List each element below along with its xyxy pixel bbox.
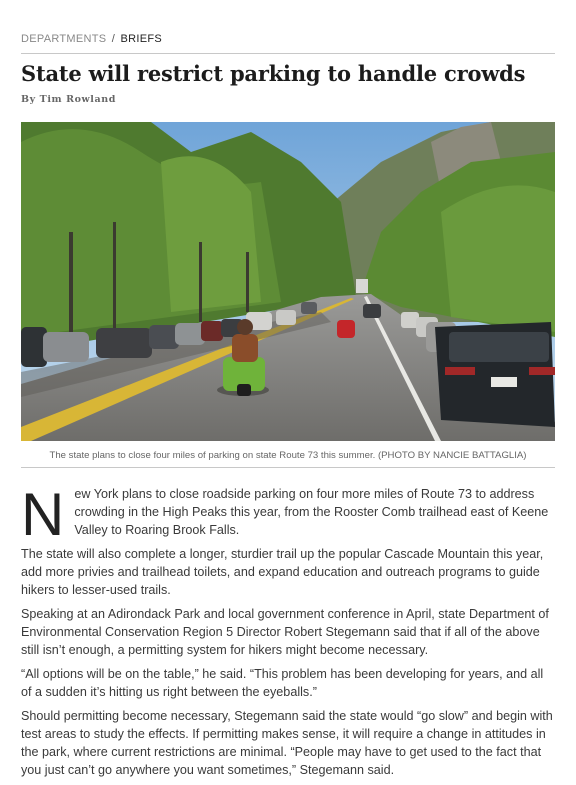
article-photo [21,122,555,441]
breadcrumb-current[interactable]: BRIEFS [120,33,163,45]
breadcrumb-section-link[interactable]: DEPARTMENTS [21,33,107,45]
article-paragraph: The state will also complete a longer, sturdier trail up the popular Cascade Mountain this year, add more privies and trailhead toilets, and expand education and outreach programs to guide hikers to lesser-used trails. [21,547,544,597]
caption-divider [21,467,555,468]
road-photo-illustration [21,122,555,441]
paragraph-text: ew York plans to close roadside parking on four more miles of Route 73 to address crowding in the High Peaks this year, from the Rooster Comb trailhead east of Keene Valley to Roaring Brook Falls. [74,487,549,537]
header-divider [21,53,555,54]
article-paragraph: “All options will be on the table,” he said. “This problem has been developing for years, and all of a sudden it’s hitting us right between the eyeballs.” [21,667,544,699]
breadcrumb-separator: / [111,33,116,45]
article-paragraph: Speaking at an Adirondack Park and local government conference in April, state Department of Environmental Conservation Region 5 Director Robert Stegemann said that if all of the above still isn’t enough, a permitting system for hikers might become necessary. [21,607,549,657]
drop-cap: N [21,481,65,548]
breadcrumb [21,33,162,45]
article-paragraph [21,481,555,548]
article-paragraph: Should permitting become necessary, Stegemann said the state would “go slow” and begin with test areas to study the effects. If permitting makes sense, it will require a change in attitudes in the park, where current restrictions are minimal. “People may have to get used to the fact that you just can’t go anywhere you want sometimes,” Stegemann said. [21,709,553,777]
photo-caption: The state plans to close four miles of parking on state Route 73 this summer. (PHOTO BY NANCIE BATTAGLIA) [49,450,527,461]
article-byline: By Tim Rowland [21,94,117,105]
article-body [21,481,555,785]
article-title: State will restrict parking to handle crowds [21,61,526,86]
